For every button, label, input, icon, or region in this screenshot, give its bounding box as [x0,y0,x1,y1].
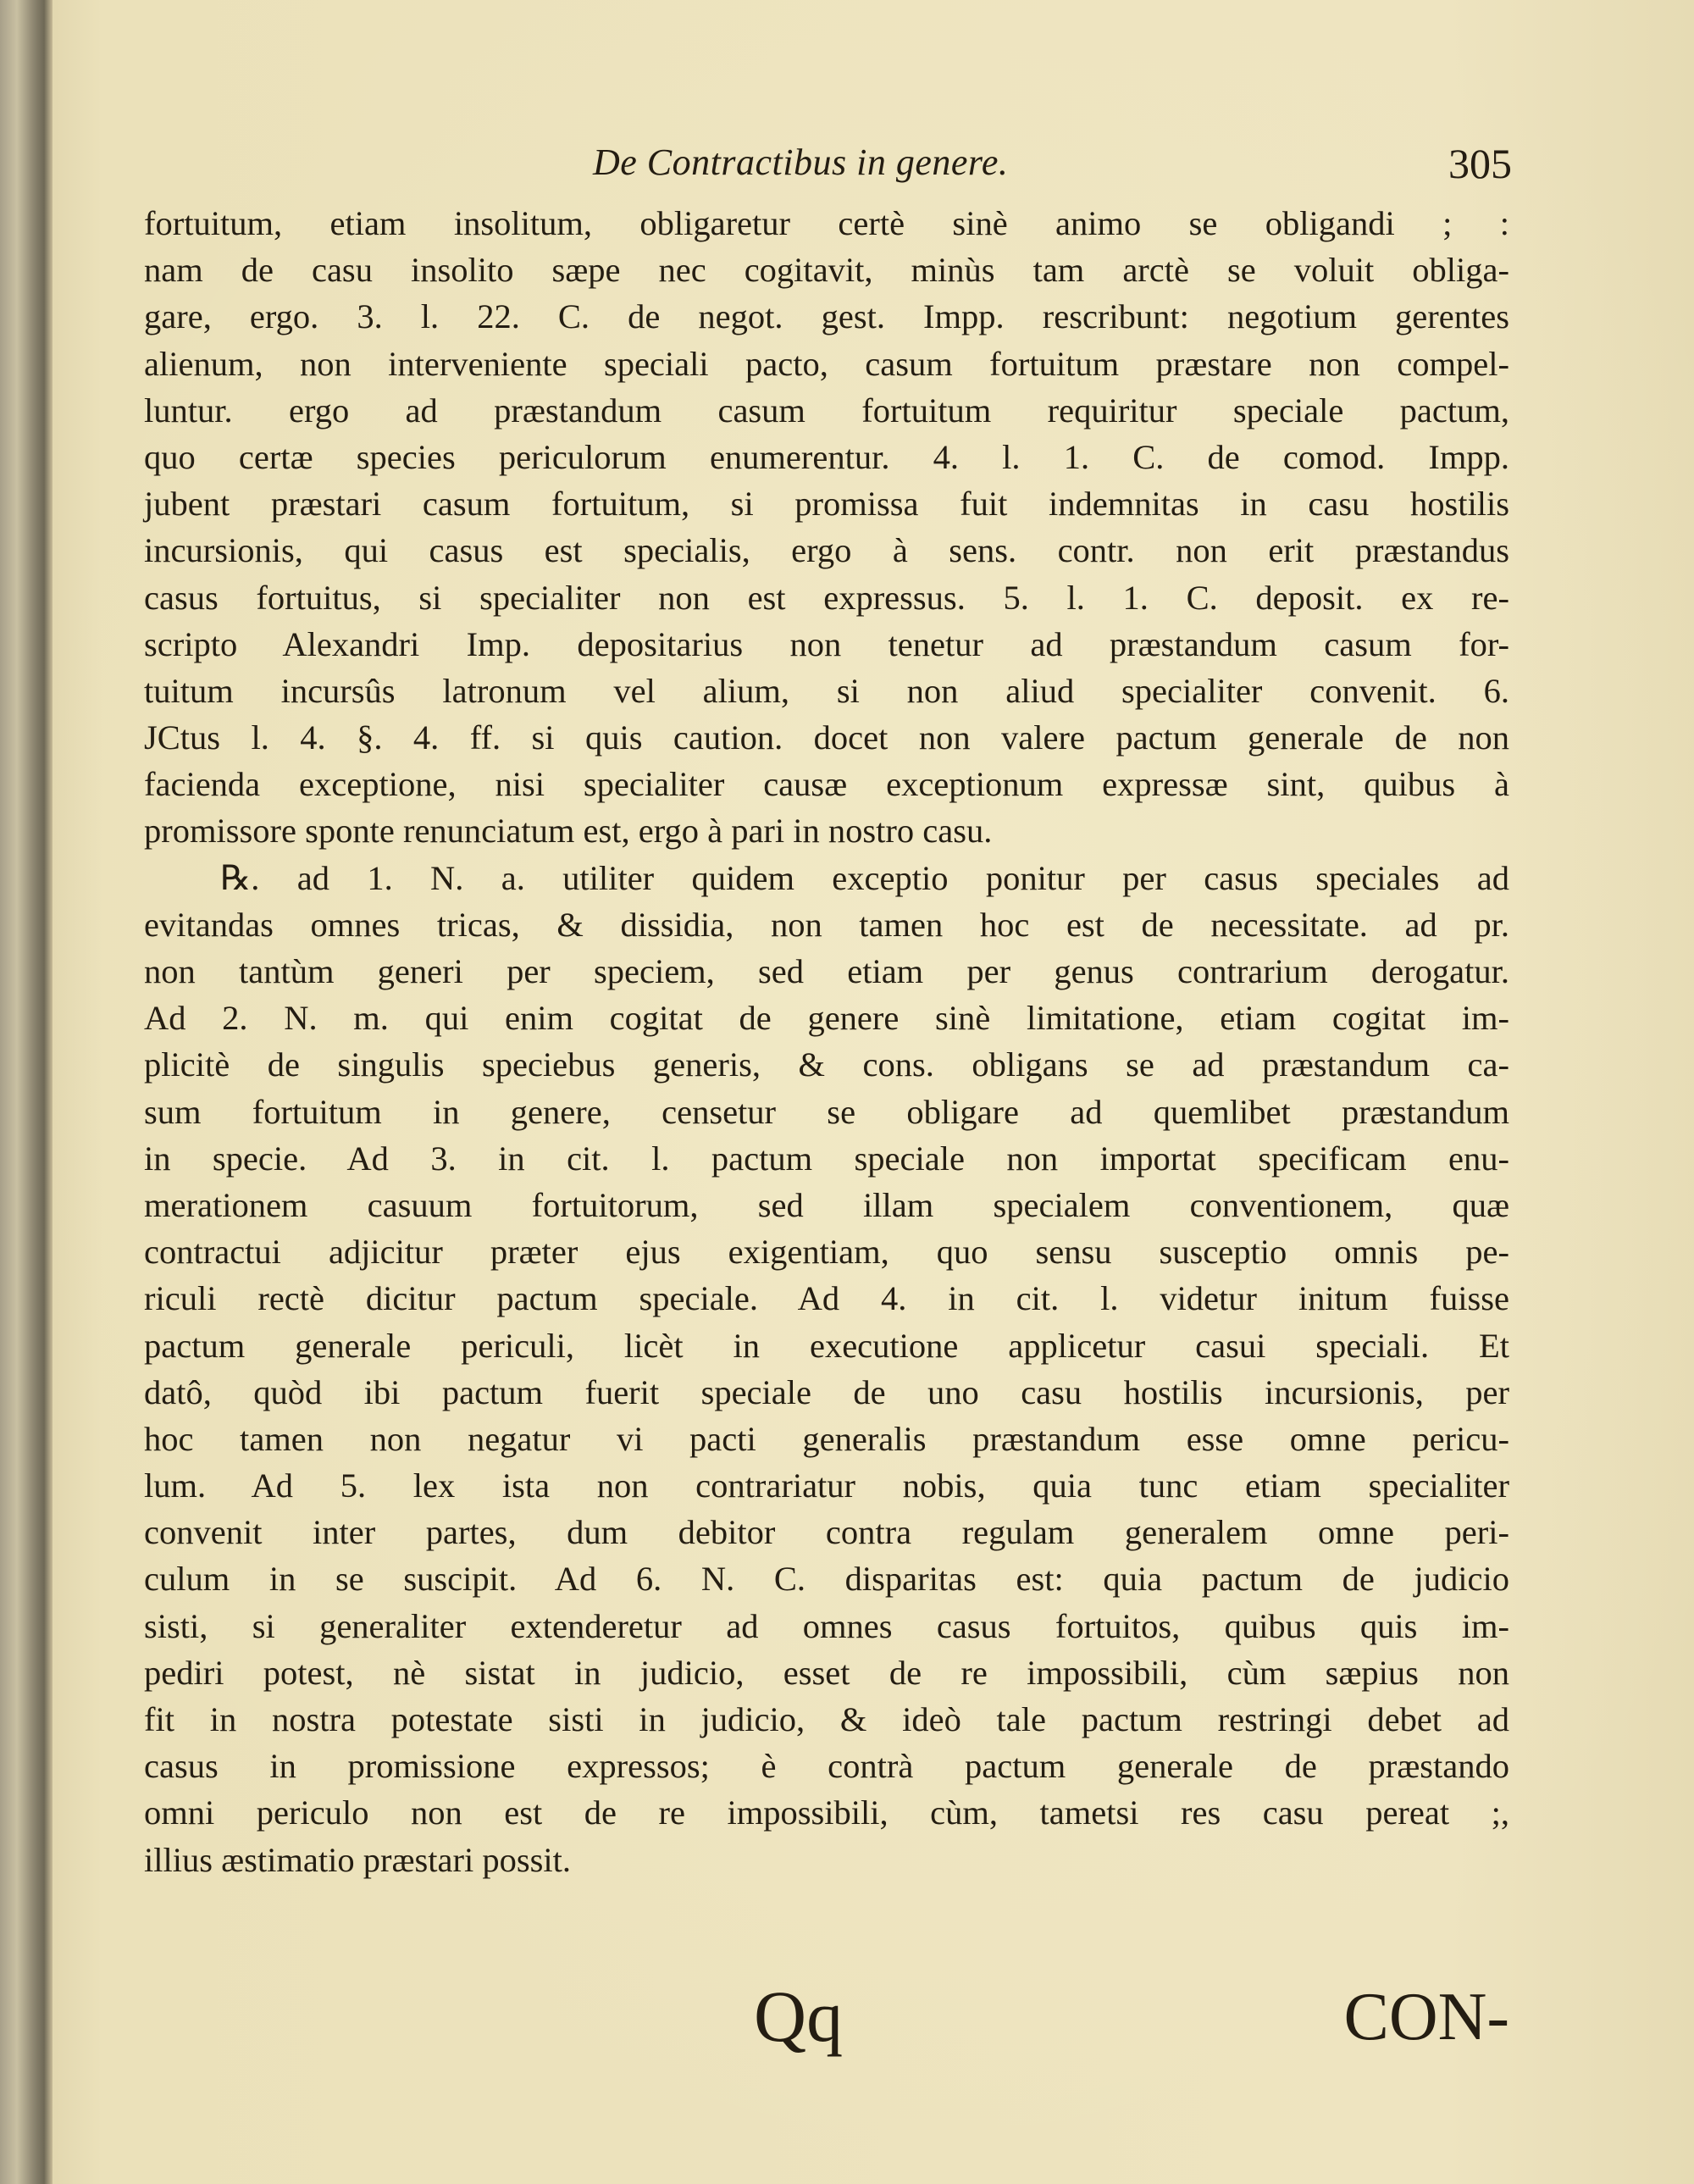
text-line: sisti, si generaliter extenderetur ad omnes casus fortuitos, quibus quis im- [144,1606,1509,1645]
text-line: luntur. ergo ad præstandum casum fortuitum requiritur speciale pactum, [144,391,1509,430]
page-number: 305 [1448,140,1512,187]
text-line: plicitè de singulis speciebus generis, & cons. obligans se ad præstandum ca- [144,1045,1509,1084]
body-text [144,200,1509,1883]
text-line: nam de casu insolito sæpe nec cogitavit, minùs tam arctè se voluit obliga- [144,251,1509,290]
text-line: Ad 2. N. m. qui enim cogitat de genere sinè limitatione, etiam cogitat im- [144,999,1509,1038]
text-line: merationem casuum fortuitorum, sed illam specialem conventionem, quæ [144,1185,1509,1224]
text-line: facienda exceptione, nisi specialiter causæ exceptionum expressæ sint, quibus à [144,765,1509,804]
text-line: promissore sponte renunciatum est, ergo à pari in nostro casu. [144,812,993,851]
text-line: casus in promissione expressos; è contrà pactum generale de præstando [144,1747,1509,1786]
text-line-paragraph-start: ℞. ad 1. N. a. utiliter quidem exceptio ponitur per casus speciales ad [220,858,1509,897]
text-line: datô, quòd ibi pactum fuerit speciale de uno casu hostilis incursionis, per [144,1372,1509,1411]
text-line: sum fortuitum in genere, censetur se obligare ad quemlibet præstandum [144,1092,1509,1131]
catchword: CON- [1343,1980,1509,2054]
signature-mark: Qq [754,1976,844,2057]
running-title: De Contractibus in genere. [593,141,1009,183]
text-line: lum. Ad 5. lex ista non contrariatur nobis, quia tunc etiam specialiter [144,1466,1509,1505]
page-footer [144,1974,1509,2067]
text-line: gare, ergo. 3. l. 22. C. de negot. gest. Impp. rescribunt: negotium gerentes [144,297,1509,336]
text-line: contractui adjicitur præter ejus exigentiam, quo sensu susceptio omnis pe- [144,1233,1509,1272]
text-line: JCtus l. 4. §. 4. ff. si quis caution. docet non valere pactum generale de non [144,718,1509,757]
text-line: incursionis, qui casus est specialis, ergo à sens. contr. non erit præstandus [144,531,1509,570]
text-line: non tantùm generi per speciem, sed etiam per genus contrarium derogatur. [144,952,1509,990]
text-line: quo certæ species periculorum enumerentur. 4. l. 1. C. de comod. Impp. [144,437,1509,476]
text-line: fit in nostra potestate sisti in judicio, & ideò tale pactum restringi debet ad [144,1700,1509,1738]
text-line: riculi rectè dicitur pactum speciale. Ad 4. in cit. l. videtur initum fuisse [144,1279,1509,1318]
text-line: casus fortuitus, si specialiter non est expressus. 5. l. 1. C. deposit. ex re- [144,578,1509,617]
text-line: omni periculo non est de re impossibili, cùm, tametsi res casu pereat ;, [144,1793,1509,1832]
text-line: scripto Alexandri Imp. depositarius non tenetur ad præstandum casum for- [144,624,1509,663]
text-line: hoc tamen non negatur vi pacti generalis præstandum esse omne pericu- [144,1419,1509,1458]
text-line: in specie. Ad 3. in cit. l. pactum speciale non importat specificam enu- [144,1139,1509,1178]
text-line: illius æstimatio præstari possit. [144,1840,572,1879]
text-line: evitandas omnes tricas, & dissidia, non tamen hoc est de necessitate. ad pr. [144,905,1509,944]
text-line: culum in se suscipit. Ad 6. N. C. disparitas est: quia pactum de judicio [144,1560,1509,1599]
text-line: fortuitum, etiam insolitum, obligaretur certè sinè animo se obligandi ; : [144,204,1509,242]
text-line: pactum generale periculi, licèt in executione applicetur casui speciali. Et [144,1326,1509,1365]
text-line: pediri potest, nè sistat in judicio, esset de re impossibili, cùm sæpius non [144,1653,1509,1692]
book-binding-edge [0,0,53,2184]
text-line: jubent præstari casum fortuitum, si promissa fuit indemnitas in casu hostilis [144,485,1509,524]
text-line: tuitum incursûs latronum vel alium, si non aliud specialiter convenit. 6. [144,671,1509,710]
page-header [144,134,1512,193]
text-line: convenit inter partes, dum debitor contra regulam generalem omne peri- [144,1513,1509,1552]
text-line: alienum, non interveniente speciali pacto, casum fortuitum præstare non compel- [144,344,1509,383]
